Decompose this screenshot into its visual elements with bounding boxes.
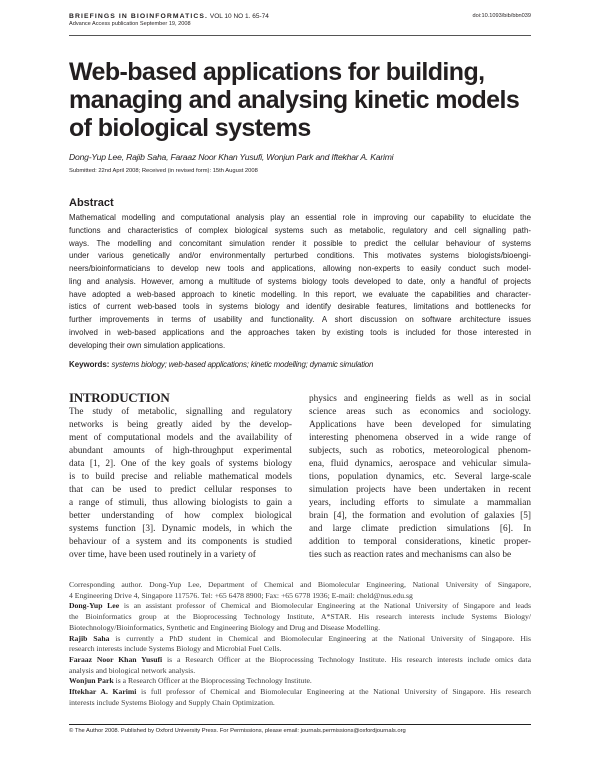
footnote-text: the Bioinformatics group at the Bioprocessing Technology Institute, A*STAR. His research interests include Systems Biology/	[69, 612, 531, 622]
doi: doi:10.1093/bib/bbn039	[472, 13, 531, 19]
title-line: Web-based applications for building,	[69, 58, 485, 86]
corresponding-author-note	[69, 580, 531, 601]
author-footnotes	[69, 580, 531, 708]
keywords	[69, 360, 373, 369]
abstract-body	[69, 212, 531, 352]
text-line: and large climate prediction simulations [6]. In	[309, 524, 531, 534]
footnote-line	[69, 698, 531, 709]
paper-title	[69, 58, 539, 142]
text-line: have adopted a web-based approach to kinetic modelling. In this report, we evaluate the capabilities and character-	[69, 289, 531, 299]
footnote-line	[69, 591, 531, 602]
author-bio	[69, 687, 531, 708]
author-name: Rajib Saha	[69, 633, 110, 643]
authors: Dong-Yup Lee, Rajib Saha, Faraaz Noor Khan Yusufi, Wonjun Park and Iftekhar A. Karimi	[69, 152, 394, 162]
text-line: ways. The modelling and concomitant simulation render it possible to predict the cellular behaviour of systems	[69, 238, 531, 248]
text-line: neers/bioinformaticians to develop new tools and applications, allowing non-experts to easily conduct such model-	[69, 264, 531, 273]
text-line: that can be used to predict cellular responses to	[69, 485, 292, 495]
footnote-text: is full professor of Chemical and Biomolecular Engineering at the National University of Singapore. His research	[136, 687, 531, 697]
text-line: a range of stimuli, thus allowing biologists to gain a	[69, 498, 292, 508]
author-name: Faraaz Noor Khan Yusufi	[69, 654, 163, 664]
text-line: systems function [3]. Dynamic models, in which the	[69, 524, 292, 534]
text-line: data [1, 2]. One of the key goals of systems biology	[69, 459, 292, 469]
text-line: years, including efforts to simulate a mammalian	[309, 498, 531, 508]
text-line: science areas such as economics and sociology.	[309, 407, 531, 417]
introduction-heading: INTRODUCTION	[69, 390, 170, 405]
author-name: Iftekhar A. Karimi	[69, 687, 137, 697]
journal-name: BRIEFINGS IN BIOINFORMATICS.	[69, 13, 209, 20]
author-bio	[69, 655, 531, 676]
footnote-text: is currently a PhD student in Chemical and Biomolecular Engineering at the National University of Singapore. His	[109, 633, 531, 643]
footnote-text: analysis and biological network analysis.	[69, 665, 196, 675]
text-line: abundant amounts of high-throughput experimental	[69, 446, 292, 456]
text-line: functions and characteristics of complex biological systems such as metabolic, regulatory and cell signalling path-	[69, 225, 531, 235]
footnote-line	[69, 655, 531, 666]
footnote-text: research interests include Systems Biology and Microbial Fuel Cells.	[69, 644, 282, 654]
footnote-line	[69, 687, 531, 698]
text-line: Mathematical modelling and computational analysis play an essential role in improving our capability to elucidate the	[69, 213, 531, 222]
text-line: brain [4], the formation and evolution of galaxies [5]	[309, 511, 531, 521]
footnote-line	[69, 601, 531, 612]
footnote-line	[69, 623, 531, 634]
author-bio	[69, 634, 531, 655]
text-line: ties such as reaction rates and mechanisms can also be	[309, 550, 512, 560]
author-name: Dong-Yup Lee	[69, 601, 120, 611]
footnote-line	[69, 676, 531, 687]
advance-access: Advance Access publication September 19, 2008	[69, 21, 191, 27]
title-line: managing and analysing kinetic models	[69, 86, 520, 114]
text-line: further improvements in terms of usability and functionality. A short discussion on software architecture issues	[69, 315, 531, 324]
text-line: behaviour of a system and its components is studied	[69, 537, 292, 547]
right-column	[309, 393, 531, 562]
text-line: tions, population dynamics, etc. Several large-scale	[309, 472, 531, 482]
text-line: better understanding of how complex biological	[69, 511, 292, 521]
left-column	[69, 406, 292, 562]
text-line: subjects, such as robotics, meteorological phenom-	[309, 446, 531, 456]
text-line: ment of computational models and the availability of	[69, 433, 292, 443]
text-line: physics and engineering fields as well as in social	[309, 394, 531, 404]
text-line: Applications have been developed for simulating	[309, 420, 531, 430]
author-bio	[69, 601, 531, 633]
header-rule	[69, 35, 531, 36]
footnote-text: interests include Systems Biology and Supply Chain Optimization.	[69, 697, 275, 707]
text-line: interesting phenomena observed in a wide range of	[309, 433, 531, 443]
text-line: developing their own simulation applications.	[69, 340, 226, 350]
footnote-line	[69, 612, 531, 623]
journal-volume: VOL 10 NO 1. 65-74	[209, 13, 269, 20]
author-name: Wonjun Park	[69, 676, 114, 686]
text-line: involved in web-based applications and the approaches taken by existing tools is included for those interested in	[69, 327, 531, 337]
text-line: over time, have been used routinely in a variety of	[69, 550, 256, 560]
keywords-label: Keywords:	[69, 360, 110, 369]
text-line: simulation projects have been undertaken in recent	[309, 485, 531, 495]
footnote-line	[69, 644, 531, 655]
keywords-text: systems biology; web-based applications; kinetic modelling; dynamic simulation	[111, 360, 374, 369]
abstract-heading: Abstract	[69, 197, 114, 209]
text-line: The study of metabolic, signalling and regulatory	[69, 407, 292, 417]
footnote-text: Corresponding author. Dong-Yup Lee, Department of Chemical and Biomolecular Engineering, National University of Singapore,	[69, 580, 531, 589]
title-line: of biological systems	[69, 114, 311, 142]
footnote-text: 4 Engineering Drive 4, Singapore 117576. Tel: +65 6478 8900; Fax: +65 6778 1936; E-mail: cheld@nus.edu.sg	[69, 590, 413, 600]
text-line: addition to temporal considerations, kinetic proper-	[309, 537, 531, 547]
footnote-text: Biotechnology/Bioinformatics, Synthetic and Engineering Biology and Drug and Disease Modelling.	[69, 622, 381, 632]
footnote-text: is a Research Officer at the Bioprocessing Technology Institute. His research interests include omics data	[162, 654, 531, 664]
footnote-line	[69, 666, 531, 677]
text-line: under various genetically and/or environmentally perturbed conditions. This motivates systems biologists/bioengi-	[69, 251, 531, 261]
copyright: © The Author 2008. Published by Oxford University Press. For Permissions, please email: journals.permissions@oxfordjournals.org	[69, 728, 406, 734]
footnote-line	[69, 634, 531, 645]
footer-rule	[69, 724, 531, 725]
footnote-text: is an assistant professor of Chemical and Biomolecular Engineering at the National University of Singapore and leads	[119, 601, 531, 611]
text-line: ena, fluid dynamics, aerospace and vehicular simula-	[309, 459, 531, 469]
text-line: ling and analysis. However, among a multitude of systems biology tools developed to date, only a handful of projects	[69, 276, 531, 286]
journal-header	[69, 13, 269, 20]
text-line: is to build precise and reliable mathematical models	[69, 472, 292, 482]
author-bio	[69, 676, 531, 687]
footnote-text: is a Research Officer at the Bioprocessing Technology Institute.	[113, 676, 312, 686]
text-line: networks is being greatly aided by the develop-	[69, 420, 292, 430]
submission-dates: Submitted: 22nd April 2008; Received (in revised form): 15th August 2008	[69, 168, 258, 174]
text-line: istics of current web-based tools in systems biology and identify desirable features, limitations and bottlenecks for	[69, 302, 531, 312]
footnote-line	[69, 580, 531, 591]
